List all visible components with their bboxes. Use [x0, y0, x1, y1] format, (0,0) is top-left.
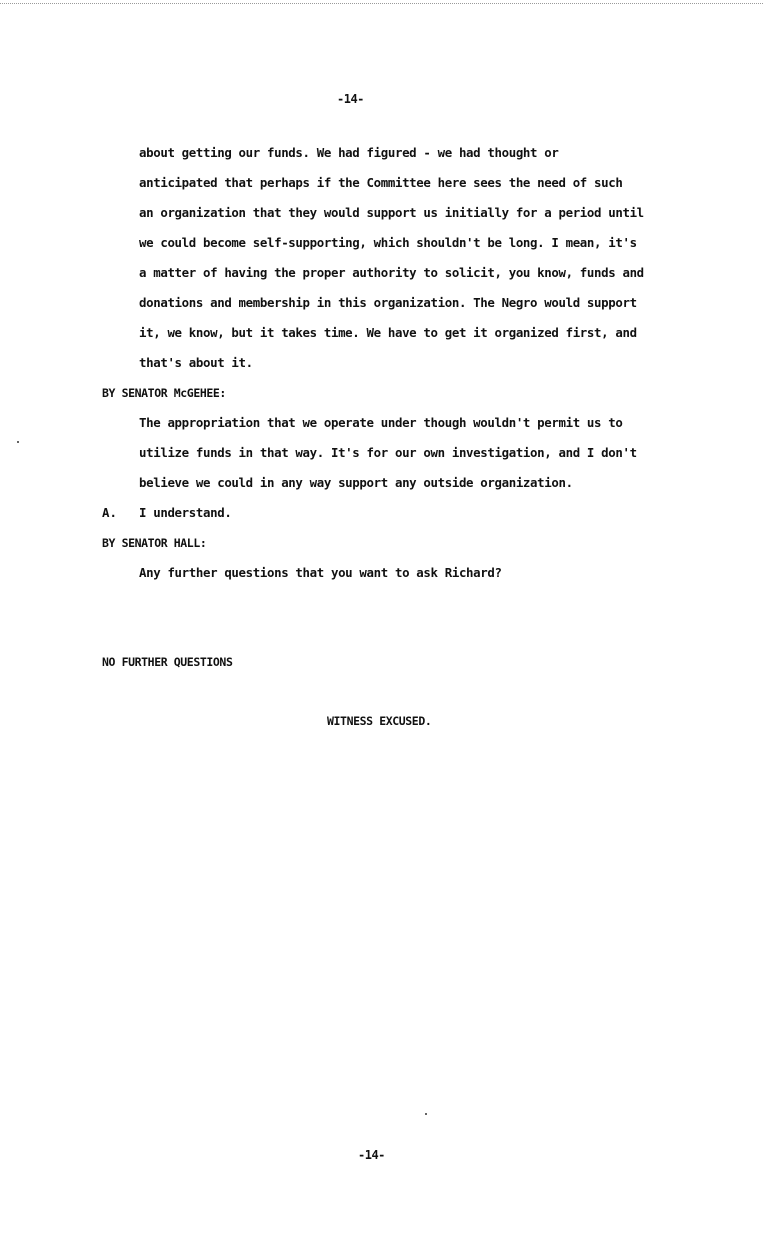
witness-excused: WITNESS EXCUSED. [327, 714, 432, 728]
question-line: believe we could in any way support any outside organization. [139, 475, 573, 490]
scan-speck [17, 441, 19, 443]
no-further-questions: NO FURTHER QUESTIONS [102, 655, 233, 669]
answer-line: a matter of having the proper authority to solicit, you know, funds and [139, 265, 644, 280]
question-line: utilize funds in that way. It's for our own investigation, and I don't [139, 445, 637, 460]
answer-line: about getting our funds. We had figured - we had thought or [139, 145, 559, 160]
answer-line: it, we know, but it takes time. We have to get it organized first, and [139, 325, 637, 340]
answer-line: anticipated that perhaps if the Committee here sees the need of such [139, 175, 623, 190]
answer-line: that's about it. [139, 355, 253, 370]
answer-line: donations and membership in this organization. The Negro would support [139, 295, 637, 310]
scan-speck [425, 1113, 427, 1115]
speaker-label-mcgehee: BY SENATOR McGEHEE: [102, 386, 226, 400]
answer-line: an organization that they would support us initially for a period until [139, 205, 644, 220]
page-number-top: -14- [337, 92, 364, 106]
page-number-bottom: -14- [358, 1148, 385, 1162]
speaker-label-hall: BY SENATOR HALL: [102, 536, 207, 550]
question-line: The appropriation that we operate under though wouldn't permit us to [139, 415, 623, 430]
answer-label: A. [102, 505, 117, 520]
final-question: Any further questions that you want to ask Richard? [139, 565, 502, 580]
answer-text: I understand. [139, 505, 232, 520]
top-border [0, 3, 763, 4]
answer-line: we could become self-supporting, which shouldn't be long. I mean, it's [139, 235, 637, 250]
